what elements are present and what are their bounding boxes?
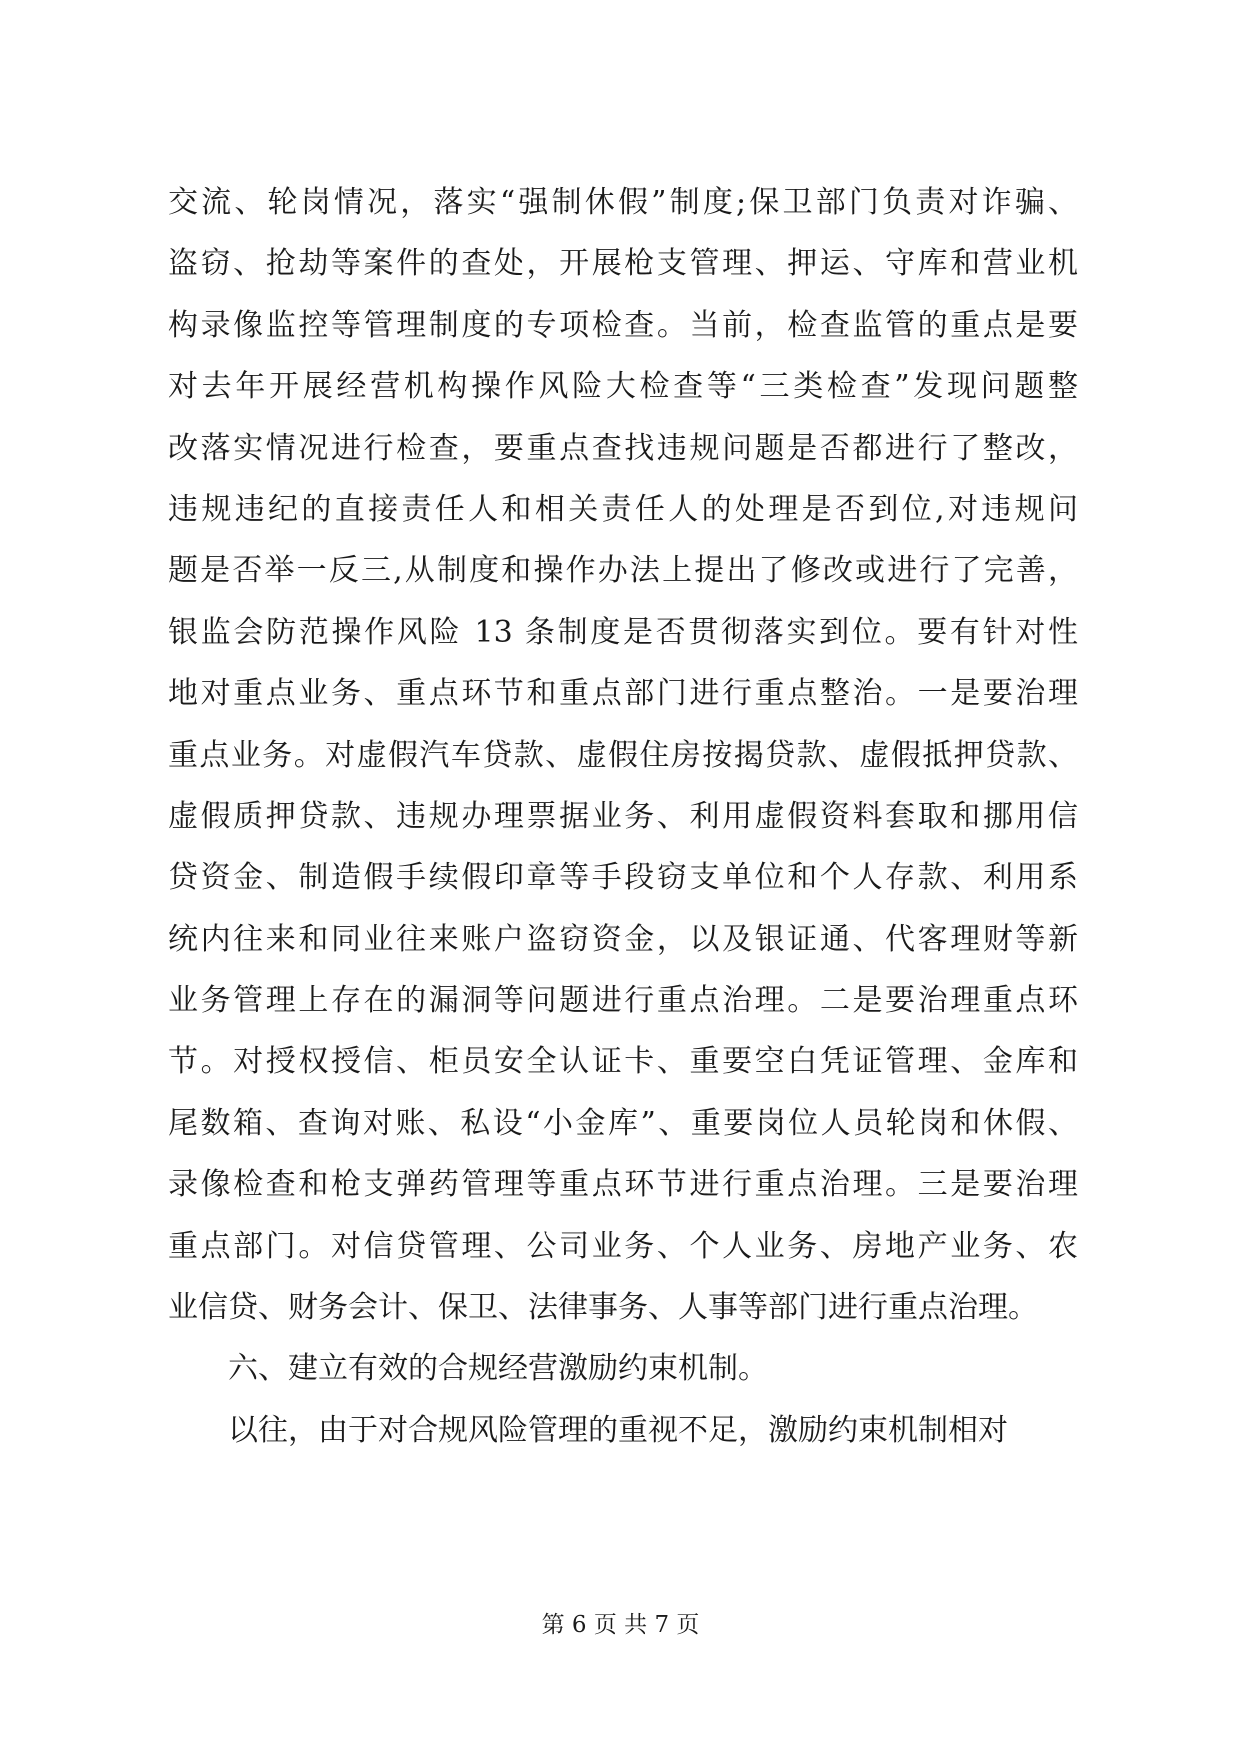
text-line: 贷资金、制造假手续假印章等手段窃支单位和个人存款、利用系: [168, 860, 1078, 896]
text-line: 业信贷、财务会计、保卫、法律事务、人事等部门进行重点治理。: [168, 1290, 1038, 1326]
text-line: 尾数箱、查询对账、私设“小金库”、重要岗位人员轮岗和休假、: [168, 1105, 1078, 1141]
text-line: 重点业务。对虚假汽车贷款、虚假住房按揭贷款、虚假抵押贷款、: [168, 737, 1078, 773]
text-line: 对去年开展经营机构操作风险大检查等“三类检查”发现问题整: [168, 369, 1078, 405]
text-line: 录像检查和枪支弹药管理等重点环节进行重点治理。三是要治理: [168, 1167, 1078, 1203]
text-line: 虚假质押贷款、违规办理票据业务、利用虚假资料套取和挪用信: [168, 798, 1078, 834]
body-text: [168, 172, 1078, 1461]
text-line: 重点部门。对信贷管理、公司业务、个人业务、房地产业务、农: [168, 1228, 1078, 1264]
text-line: 题是否举一反三,从制度和操作办法上提出了修改或进行了完善，: [168, 553, 1078, 589]
text-line: 银监会防范操作风险 13 条制度是否贯彻落实到位。要有针对性: [168, 614, 1078, 650]
text-line: 节。对授权授信、柜员安全认证卡、重要空白凭证管理、金库和: [168, 1044, 1078, 1080]
text-line: 以往，由于对合规风险管理的重视不足，激励约束机制相对: [228, 1412, 1008, 1448]
section-heading: 六、建立有效的合规经营激励约束机制。: [228, 1351, 768, 1387]
text-line: 地对重点业务、重点环节和重点部门进行重点整治。一是要治理: [168, 676, 1078, 712]
text-line: 交流、轮岗情况，落实“强制休假”制度;保卫部门负责对诈骗、: [168, 185, 1078, 220]
page-number-footer: 第 6 页 共 7 页: [541, 1612, 700, 1638]
text-line: 业务管理上存在的漏洞等问题进行重点治理。二是要治理重点环: [168, 983, 1078, 1019]
text-line: 改落实情况进行检查，要重点查找违规问题是否都进行了整改，: [168, 430, 1078, 466]
text-line: 构录像监控等管理制度的专项检查。当前，检查监管的重点是要: [168, 307, 1078, 343]
text-line: 违规违纪的直接责任人和相关责任人的处理是否到位,对违规问: [168, 491, 1078, 527]
text-line: 统内往来和同业往来账户盗窃资金，以及银证通、代客理财等新: [168, 921, 1078, 957]
text-line: 盗窃、抢劫等案件的查处，开展枪支管理、押运、守库和营业机: [168, 246, 1078, 282]
